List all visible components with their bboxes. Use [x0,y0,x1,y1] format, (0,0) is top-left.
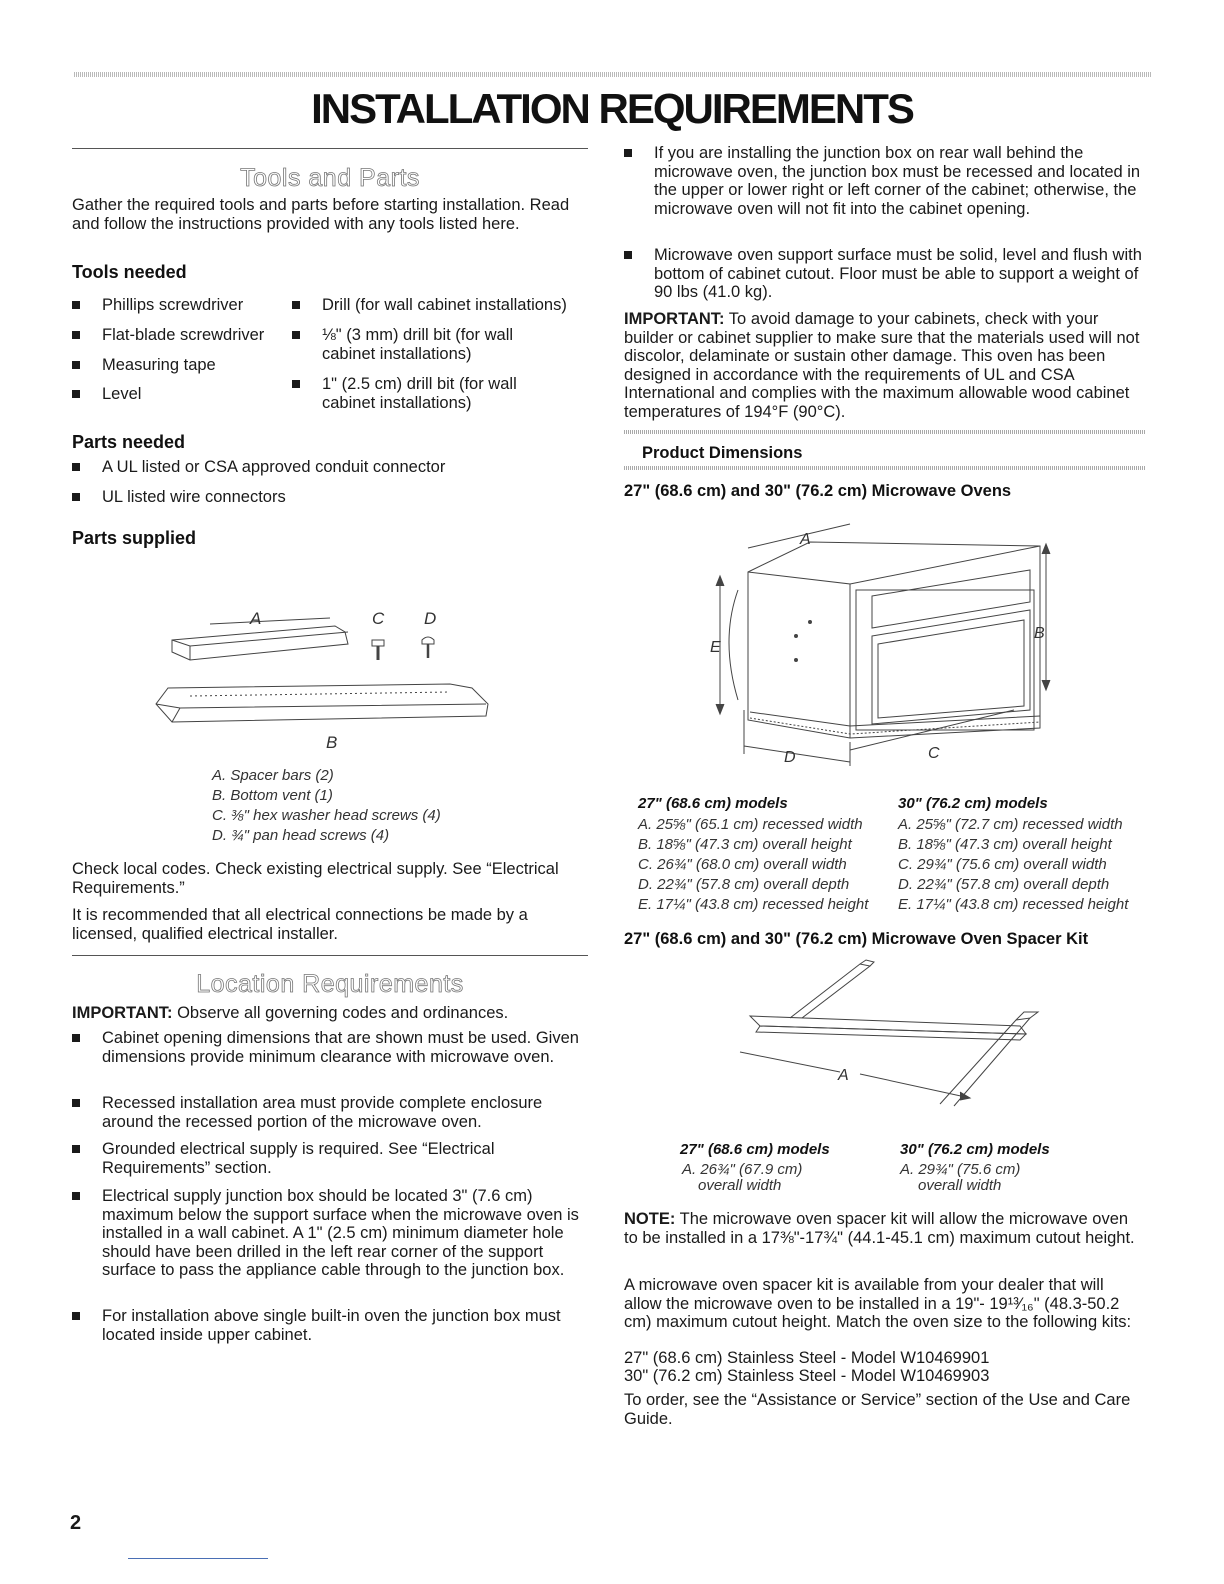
oven-label-d: D [784,749,796,766]
page-number: 2 [70,1512,82,1534]
oven-label-c: C [928,745,940,762]
models-27-heading: 27" (68.6 cm) models [638,795,788,812]
dim-30-c: C. 29¾" (75.6 cm) overall width [898,856,1107,873]
junction-bullet: If you are installing the junction box on rear wall behind the microwave oven, the junction box must be recessed and located in the upper or lower right or left corner of the cabinet; otherwise, the microwave oven will not fit into the cabinet opening. [622,144,1146,218]
kit-27: 27" (68.6 cm) Stainless Steel - Model W10469901 [624,1349,990,1367]
check-codes-text: Check local codes. Check existing electrical supply. See “Electrical Requirements.” [72,860,559,897]
parts-supplied-figure [150,600,510,760]
parts-supplied-heading: Parts supplied [72,528,197,548]
figure-label-c: C [372,609,385,628]
dim-27-b: B. 18⅝" (47.3 cm) overall height [638,836,852,853]
parts-legend-b: B. Bottom vent (1) [212,787,333,804]
tool-item: Phillips screwdriver [70,296,280,315]
location-bullet: Grounded electrical supply is required. See “Electrical Requirements” section. [70,1140,590,1177]
top-dotted-band [74,72,1152,77]
spacer-30-value: A. 29¾" (75.6 cm) [900,1161,1021,1178]
part-item: UL listed wire connectors [70,488,570,507]
dim-30-d: D. 22¾" (57.8 cm) overall depth [898,876,1110,893]
important-label: IMPORTANT: [72,1004,173,1022]
spacer-27-value: A. 26¾" (67.9 cm) [682,1161,803,1178]
dim-30-e: E. 17¼" (43.8 cm) recessed height [898,896,1129,913]
figure-label-b: B [326,733,338,752]
spacer-note [624,1210,1144,1247]
order-text: To order, see the “Assistance or Service” section of the Use and Care Guide. [624,1391,1131,1428]
spacer-kit-figure [720,956,1050,1126]
important-label: IMPORTANT: [624,310,725,328]
support-bullet: Microwave oven support surface must be solid, level and flush with bottom of cabinet cutout. Floor must be able to support a weight of 90 lbs (41.0 kg). [622,246,1146,302]
location-bullet: Cabinet opening dimensions that are shown must be used. Given dimensions provide minimum clearance with microwave oven. [70,1029,590,1066]
ovens-heading: 27" (68.6 cm) and 30" (76.2 cm) Microwave Ovens [624,482,1012,500]
parts-legend-a: A. Spacer bars (2) [212,767,334,784]
oven-label-b: B [1034,625,1045,642]
tool-item: Level [70,385,280,404]
models-30-heading: 30" (76.2 cm) models [898,795,1048,812]
parts-legend-d: D. ¾" pan head screws (4) [212,827,390,844]
dim-30-a: A. 25⅝" (72.7 cm) recessed width [898,816,1123,833]
dim-27-c: C. 26¾" (68.0 cm) overall width [638,856,847,873]
tools-needed-heading: Tools needed [72,262,187,282]
parts-needed-heading: Parts needed [72,432,186,452]
spacer-kit-heading: 27" (68.6 cm) and 30" (76.2 cm) Microwave Oven Spacer Kit [624,930,1089,948]
location-rule [72,955,588,956]
tools-parts-heading: Tools and Parts [240,164,420,192]
tool-item: Measuring tape [70,356,280,375]
spacer-27-desc: overall width [698,1177,782,1194]
spacer-27-heading: 27" (68.6 cm) models [680,1141,830,1158]
tool-item: Flat-blade screwdriver [70,326,286,345]
note-label: NOTE: [624,1210,676,1228]
dim-27-e: E. 17¼" (43.8 cm) recessed height [638,896,869,913]
part-item: A UL listed or CSA approved conduit connector [70,458,570,477]
parts-legend-c: C. ⅜" hex washer head screws (4) [212,807,441,824]
location-heading: Location Requirements [196,970,464,998]
spacer-label-a: A [838,1067,849,1084]
dim-30-b: B. 18⅝" (47.3 cm) overall height [898,836,1112,853]
recommend-text: It is recommended that all electrical connections be made by a licensed, qualified electrical installer. [72,906,528,943]
location-bullet: For installation above single built-in oven the junction box must located inside upper cabinet. [70,1307,590,1344]
dim-27-d: D. 22¾" (57.8 cm) overall depth [638,876,850,893]
spacer-30-heading: 30" (76.2 cm) models [900,1141,1050,1158]
figure-label-d: D [424,609,437,628]
page-title: INSTALLATION REQUIREMENTS [311,85,913,132]
location-bullet: Electrical supply junction box should be located 3" (7.6 cm) maximum below the support surface when the microwave oven is installed in a wall cabinet. A 1" (2.5 cm) minimum diameter hole should have been drilled in the left rear corner of the support surface to pass the appliance cable through to the junction box. [70,1187,590,1280]
note-text: The microwave oven spacer kit will allow the microwave oven to be installed in a 17⅜"-17¾" (44.1-45.1 cm) maximum cutout height. [624,1210,1135,1247]
oven-label-e: E [710,639,721,656]
important-text: To avoid damage to your cabinets, check with your builder or cabinet supplier to make sure that the materials used will not discolor, delaminate or sustain other damage. This oven has been designed in accordance with the requirements of UL and CSA International and complies with the maximum allowable wood cabinet temperatures of 194°F (90°C). [624,310,1140,421]
tool-item: ⅛" (3 mm) drill bit (for wall cabinet installations) [290,326,550,363]
product-dimensions-heading: Product Dimensions [642,444,803,462]
spacer-30-desc: overall width [918,1177,1002,1194]
tool-item: Drill (for wall cabinet installations) [290,296,590,315]
oven-figure [700,510,1070,780]
location-important [72,1004,588,1023]
location-bullet: Recessed installation area must provide complete enclosure around the recessed portion of the microwave oven. [70,1094,590,1131]
footer-rule [128,1558,268,1559]
figure-label-a: A [250,609,262,628]
right-important [624,310,1146,421]
tools-parts-intro: Gather the required tools and parts before starting installation. Read and follow the instructions provided with any tools listed here. [72,196,570,233]
dim-27-a: A. 25⅝" (65.1 cm) recessed width [638,816,863,833]
kit-30: 30" (76.2 cm) Stainless Steel - Model W10469903 [624,1367,990,1385]
tools-parts-rule [72,148,588,149]
kit-paragraph: A microwave oven spacer kit is available from your dealer that will allow the microwave oven to be installed in a 19"- 19¹³⁄₁₆" (48.3-50.2 cm) maximum cutout height. Match the oven size to the following kits: [624,1276,1132,1331]
product-dims-top-rule [624,430,1146,434]
tool-item: 1" (2.5 cm) drill bit (for wall cabinet installations) [290,375,550,412]
important-text: Observe all governing codes and ordinances. [172,1004,509,1022]
oven-label-a: A [800,531,811,548]
product-dims-bottom-rule [624,466,1146,470]
